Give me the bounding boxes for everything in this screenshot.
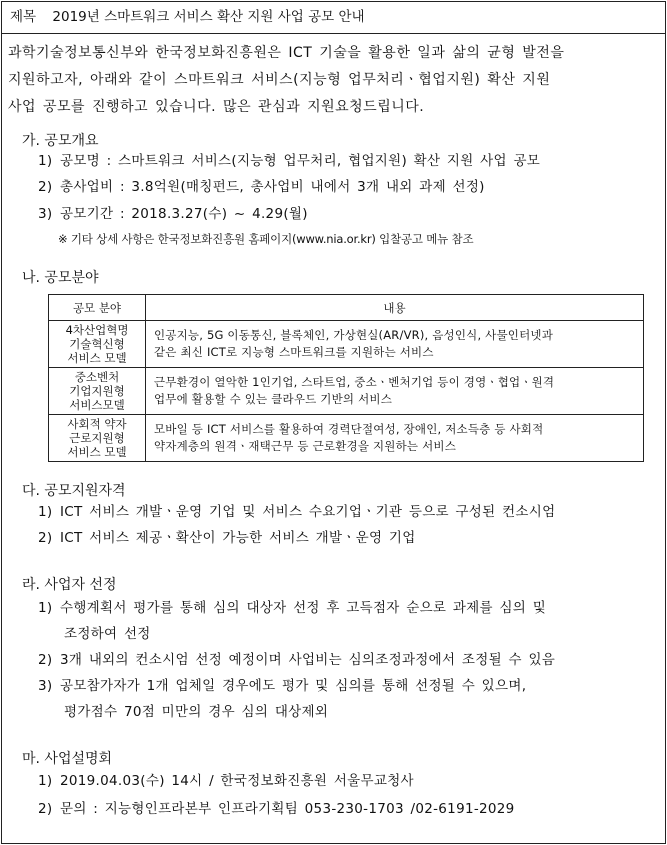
section-title-briefing: 마. 사업설명회 xyxy=(22,751,113,767)
fields-table xyxy=(48,294,644,462)
item-text: ICT 서비스 개발ㆍ운영 기업 및 서비스 수요기업ㆍ기관 등으로 구성된 컨소시엄 xyxy=(60,504,556,520)
table-header-row xyxy=(49,295,644,321)
item-text: ICT 서비스 제공ㆍ확산이 가능한 서비스 개발ㆍ운영 기업 xyxy=(60,530,416,546)
selection-item xyxy=(2,596,665,621)
field-content-line: 같은 최신 ICT로 지능형 스마트워크를 지원하는 서비스 xyxy=(154,345,434,359)
table-row xyxy=(49,321,644,368)
item-text: 공모참가자가 1개 업체일 경우에도 평가 및 심의를 통해 선정될 수 있으며, xyxy=(60,678,527,694)
item-number: 1) xyxy=(38,773,53,789)
selection-item xyxy=(2,648,665,673)
item-text: 3개 내외의 컨소시엄 선정 예정이며 사업비는 심의조정과정에서 조정될 수 있음 xyxy=(60,652,556,668)
field-name-line: 서비스 모델 xyxy=(67,351,127,365)
notice-document xyxy=(1,1,666,844)
field-content-line: 업무에 활용할 수 있는 클라우드 기반의 서비스 xyxy=(154,392,393,406)
intro-line: 과학기술정보통신부와 한국정보화진흥원은 ICT 기술을 활용한 일과 삶의 균형 발전을 xyxy=(8,45,565,61)
item-number: 2) xyxy=(38,652,53,668)
item-number: 2) xyxy=(38,801,53,817)
table-row xyxy=(49,415,644,462)
field-content-cell xyxy=(146,368,644,415)
field-name-cell xyxy=(49,368,146,415)
item-text: 문의 : 지능형인프라본부 인프라기획팀 053-230-1703 /02-6191-2029 xyxy=(60,801,515,817)
item-number: 1) xyxy=(38,600,53,616)
field-content-line: 약자계층의 원격ㆍ재택근무 등 근로환경을 지원하는 서비스 xyxy=(154,439,456,453)
field-content-line: 모바일 등 ICT 서비스를 활용하여 경력단절여성, 장애인, 저소득층 등 사회적 xyxy=(154,422,544,436)
overview-note: ※ 기타 상세 사항은 한국정보화진흥원 홈페이지(www.nia.or.kr) 입찰공고 메뉴 참조 xyxy=(58,232,474,246)
selection-item xyxy=(2,674,665,699)
selection-item-continued: 평가점수 70점 미만의 경우 심의 대상제외 xyxy=(64,704,329,720)
item-number: 1) xyxy=(38,153,53,169)
title-row xyxy=(2,2,665,34)
eligibility-item xyxy=(2,526,665,551)
table-row xyxy=(49,368,644,415)
field-content-line: 인공지능, 5G 이동통신, 블록체인, 가상현실(AR/VR), 음성인식, 사물인터넷과 xyxy=(154,328,554,342)
table-header-content: 내용 xyxy=(146,295,644,321)
item-number: 2) xyxy=(38,179,53,195)
overview-item xyxy=(2,175,665,200)
section-title-eligibility: 다. 공모지원자격 xyxy=(22,483,126,499)
item-text: 수행계획서 평가를 통해 심의 대상자 선정 후 고득점자 순으로 과제를 심의 및 xyxy=(60,600,547,616)
item-text: 공모기간 : 2018.3.27(수) ~ 4.29(월) xyxy=(60,206,308,222)
item-number: 2) xyxy=(38,530,53,546)
item-number: 3) xyxy=(38,678,53,694)
field-content-cell xyxy=(146,415,644,462)
field-name-line: 기술혁신형 xyxy=(69,337,125,351)
section-title-fields: 나. 공모분야 xyxy=(22,270,99,286)
overview-item xyxy=(2,202,665,227)
field-name-line: 4차산업혁명 xyxy=(65,323,129,337)
field-name-line: 기업지원형 xyxy=(69,384,125,398)
item-text: 공모명 : 스마트워크 서비스(지능형 업무처리, 협업지원) 확산 지원 사업 공모 xyxy=(60,153,541,169)
eligibility-item xyxy=(2,500,665,525)
field-content-line: 근무환경이 열악한 1인기업, 스타트업, 중소ㆍ벤처기업 등이 경영ㆍ협업ㆍ원격 xyxy=(154,375,555,389)
selection-item-continued: 조정하여 선정 xyxy=(64,626,151,642)
title-label: 제목 xyxy=(10,9,37,25)
field-name-line: 서비스 모델 xyxy=(67,445,127,459)
intro-line: 사업 공모를 진행하고 있습니다. 많은 관심과 지원요청드립니다. xyxy=(8,99,425,115)
field-name-line: 서비스모델 xyxy=(69,398,125,412)
field-name-line: 중소벤처 xyxy=(74,370,120,384)
field-name-cell xyxy=(49,415,146,462)
intro-paragraph xyxy=(2,34,665,121)
item-text: 2019.04.03(수) 14시 / 한국정보화진흥원 서울무교청사 xyxy=(60,773,414,789)
field-content-cell xyxy=(146,321,644,368)
table-header-field: 공모 분야 xyxy=(49,295,146,321)
item-number: 3) xyxy=(38,206,53,222)
section-title-selection: 라. 사업자 선정 xyxy=(22,577,117,593)
field-name-line: 사회적 약자 xyxy=(67,417,127,431)
item-text: 총사업비 : 3.8억원(매칭펀드, 총사업비 내에서 3개 내외 과제 선정) xyxy=(60,179,485,195)
item-number: 1) xyxy=(38,504,53,520)
overview-item xyxy=(2,149,665,174)
intro-line: 지원하고자, 아래와 같이 스마트워크 서비스(지능형 업무처리ㆍ협업지원) 확산 지원 xyxy=(8,72,551,88)
field-name-cell xyxy=(49,321,146,368)
briefing-item xyxy=(2,797,665,822)
field-name-line: 근로지원형 xyxy=(69,431,125,445)
section-title-overview: 가. 공모개요 xyxy=(22,133,99,149)
document-title: 2019년 스마트워크 서비스 확산 지원 사업 공모 안내 xyxy=(52,9,365,25)
briefing-item xyxy=(2,769,665,794)
